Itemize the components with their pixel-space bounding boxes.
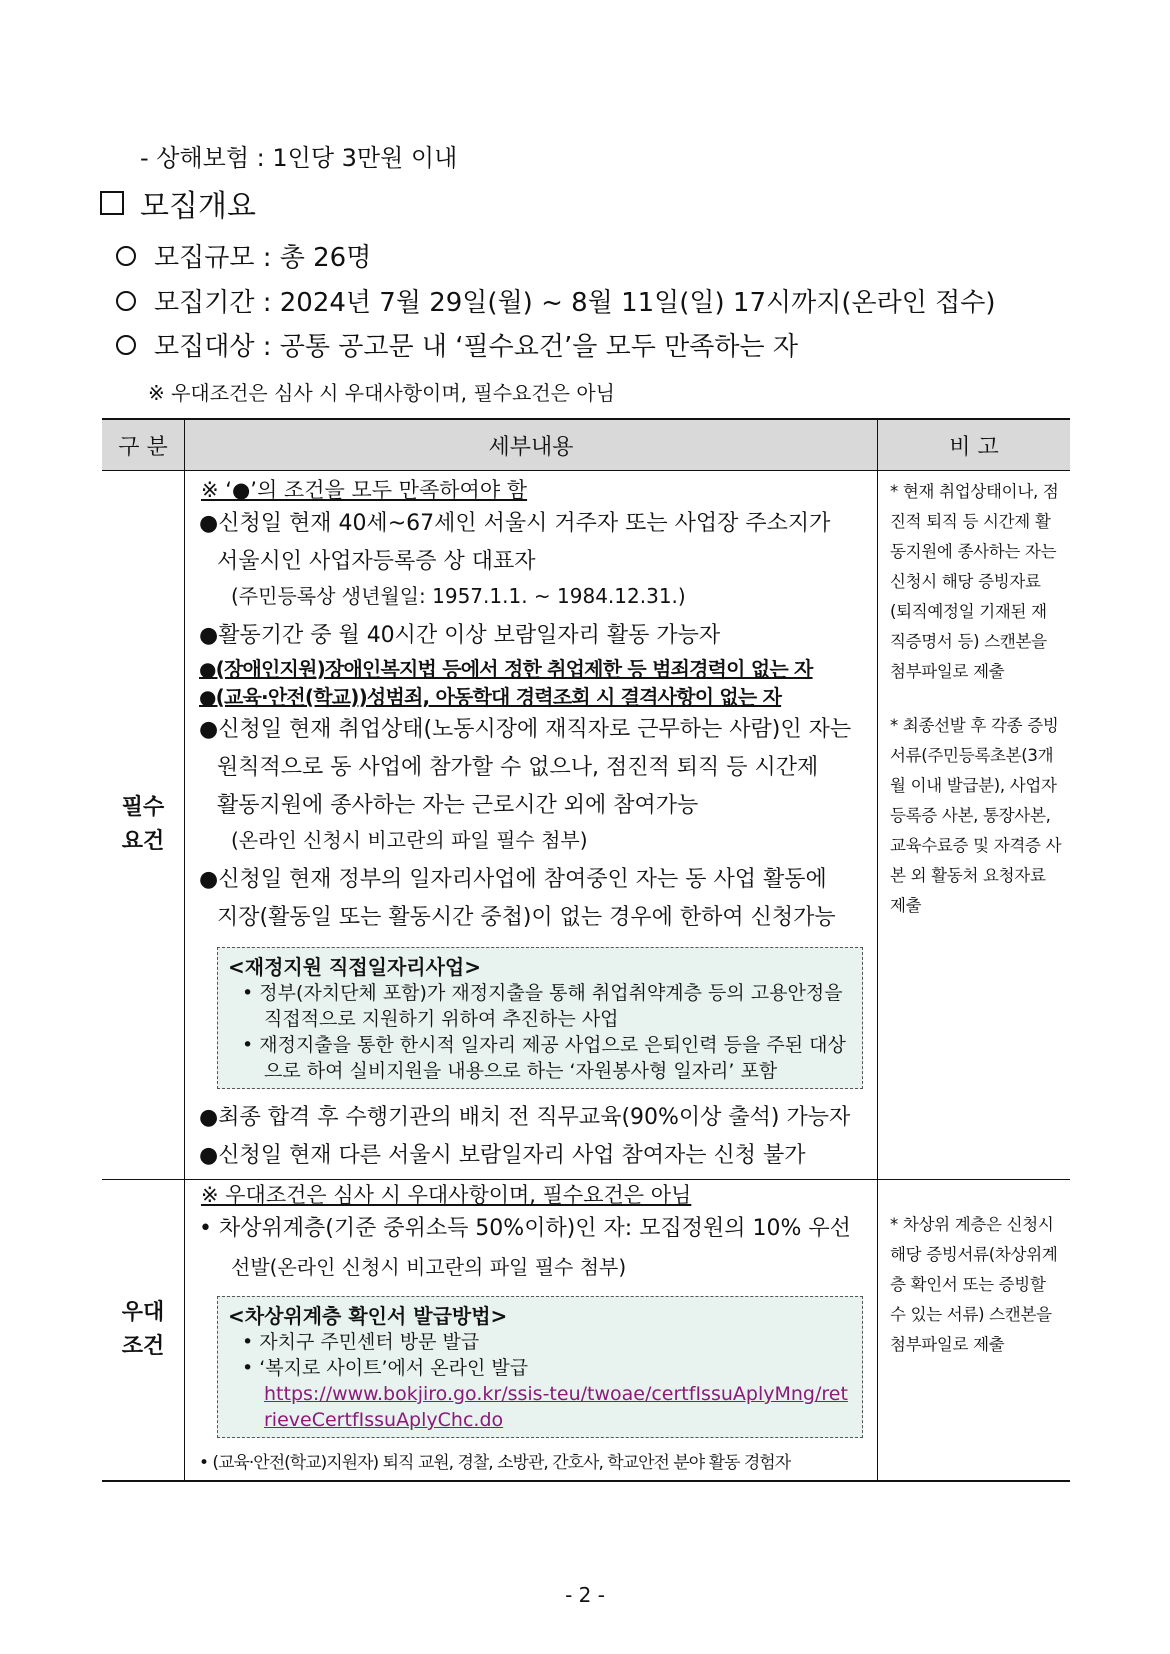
required-item-government-cont: 지장(활동일 또는 활동시간 중첩)이 없는 경우에 한하여 신청가능: [217, 905, 836, 930]
required-item-employed: ●신청일 현재 취업상태(노동시장에 재직자로 근무하는 사람)인 자는: [199, 717, 852, 742]
remarks-required: [878, 471, 1071, 1180]
circle-bullet-icon: [116, 335, 136, 355]
remark-documents: * 최종선발 후 각종 증빙서류(주민등록초본(3개월 이내 발급분), 사업자등록증 사본, 통장사본, 교육수료증 및 자격증 사본 외 활동처 요청자료 제출: [890, 716, 1062, 915]
preferred-item-experience: • (교육·안전(학교)지원자) 퇴직 교원, 경찰, 소방관, 간호사, 학교안전 분야 활동 경험자: [199, 1453, 791, 1473]
category-preferred: [102, 1180, 185, 1482]
table-row-required: [102, 471, 1070, 1180]
required-item-age-cont: 서울시인 사업자등록증 상 대표자: [217, 549, 536, 574]
required-note: ※ ‘●’의 조건을 모두 만족하여야 함: [201, 478, 528, 502]
recruit-note: ※ 우대조건은 심사 시 우대사항이며, 필수요건은 아님: [148, 381, 615, 405]
required-item-age-sub: (주민등록상 생년월일: 1957.1.1. ~ 1984.12.31.): [231, 584, 686, 608]
certificate-box: [217, 1296, 863, 1438]
certificate-box-title: <차상위계층 확인서 발급방법>: [228, 1304, 508, 1328]
required-item-government: ●신청일 현재 정부의 일자리사업에 참여중인 자는 동 사업 활동에: [199, 867, 827, 892]
details-required: [185, 471, 878, 1180]
direct-jobs-box-item1: • 정부(자치단체 포함)가 재정지출을 통해 취업취약계층 등의 고용안정을 직접적으로 지원하기 위하여 추진하는 사업: [242, 982, 843, 1030]
required-item-hours: ●활동기간 중 월 40시간 이상 보람일자리 활동 가능자: [199, 623, 721, 648]
required-item-employed-sub: (온라인 신청시 비고란의 파일 필수 첨부): [231, 828, 588, 852]
required-item-education: ●(교육·안전(학교))성범죄, 아동학대 경력조회 시 결격사항이 없는 자: [199, 685, 782, 709]
recruit-scale-text: 모집규모 : 총 26명: [154, 243, 372, 273]
insurance-line: - 상해보험 : 1인당 3만원 이내: [140, 144, 458, 172]
remark-lowincome: * 차상위 계층은 신청시 해당 증빙서류(차상위계층 확인서 또는 증빙할 수 있는 서류) 스캔본을 첨부파일로 제출: [890, 1215, 1058, 1354]
category-preferred-line2: 조건: [121, 1334, 165, 1359]
category-required-line2: 요건: [121, 829, 165, 854]
certificate-box-item2: • ‘복지로 사이트’에서 온라인 발급: [242, 1357, 529, 1379]
remarks-preferred: [878, 1180, 1071, 1482]
direct-jobs-box: [217, 947, 863, 1089]
preferred-item-lowincome-cont: 선발(온라인 신청시 비고란의 파일 필수 첨부): [231, 1255, 627, 1279]
page-number: - 2 -: [565, 1583, 605, 1607]
recruit-scale: [116, 237, 371, 274]
category-preferred-line1: 우대: [121, 1300, 165, 1325]
header-remarks: 비 고: [878, 419, 1071, 471]
direct-jobs-box-title: <재정지원 직접일자리사업>: [228, 955, 481, 979]
preferred-item-lowincome: • 차상위계층(기준 중위소득 50%이하)인 자: 모집정원의 10% 우선: [199, 1216, 851, 1241]
section-title-text: 모집개요: [140, 189, 256, 224]
certificate-box-item1: • 자치구 주민센터 방문 발급: [242, 1331, 480, 1353]
header-details: 세부내용: [185, 419, 878, 471]
category-required-line1: 필수: [121, 795, 165, 820]
header-category: 구 분: [102, 419, 185, 471]
direct-jobs-box-item2: • 재정지출을 통한 한시적 일자리 제공 사업으로 은퇴인력 등을 주된 대상으로 하여 실비지원을 내용으로 하는 ‘자원봉사형 일자리’ 포함: [242, 1034, 846, 1082]
required-item-employed-cont1: 원칙적으로 동 사업에 참가할 수 없으나, 점진적 퇴직 등 시간제: [217, 755, 819, 780]
required-item-training: ●최종 합격 후 수행기관의 배치 전 직무교육(90%이상 출석) 가능자: [199, 1105, 851, 1130]
section-title: [100, 181, 256, 225]
recruit-period: [116, 282, 996, 319]
required-item-age: ●신청일 현재 40세~67세인 서울시 거주자 또는 사업장 주소지가: [199, 511, 831, 536]
bokjiro-link[interactable]: https://www.bokjiro.go.kr/ssis-teu/twoae/certfIssuAplyMng/retrieveCertfIssuAplyChc.do: [264, 1383, 848, 1431]
required-item-duplicate: ●신청일 현재 다른 서울시 보람일자리 사업 참여자는 신청 불가: [199, 1143, 806, 1168]
circle-bullet-icon: [116, 291, 136, 311]
category-required: [102, 471, 185, 1180]
details-preferred: [185, 1180, 878, 1482]
requirements-table: [102, 418, 1070, 1482]
checkbox-square-icon: [100, 191, 124, 215]
required-item-disability: ●(장애인지원)장애인복지법 등에서 정한 취업제한 등 범죄경력이 없는 자: [199, 657, 813, 681]
required-item-employed-cont2: 활동지원에 종사하는 자는 근로시간 외에 참여가능: [217, 793, 699, 818]
recruit-period-text: 모집기간 : 2024년 7월 29일(월) ~ 8월 11일(일) 17시까지(온라인 접수): [154, 288, 996, 318]
table-header-row: [102, 419, 1070, 471]
preferred-note: ※ 우대조건은 심사 시 우대사항이며, 필수요건은 아님: [201, 1183, 692, 1207]
remark-employed: * 현재 취업상태이나, 점진적 퇴직 등 시간제 활동지원에 종사하는 자는 신청시 해당 증빙자료(퇴직예정일 기재된 재직증명서 등) 스캔본을 첨부파일로 제출: [890, 482, 1059, 681]
recruit-target: [116, 326, 798, 363]
circle-bullet-icon: [116, 246, 136, 266]
table-row-preferred: [102, 1180, 1070, 1482]
recruit-target-text: 모집대상 : 공통 공고문 내 ‘필수요건’을 모두 만족하는 자: [154, 332, 798, 362]
